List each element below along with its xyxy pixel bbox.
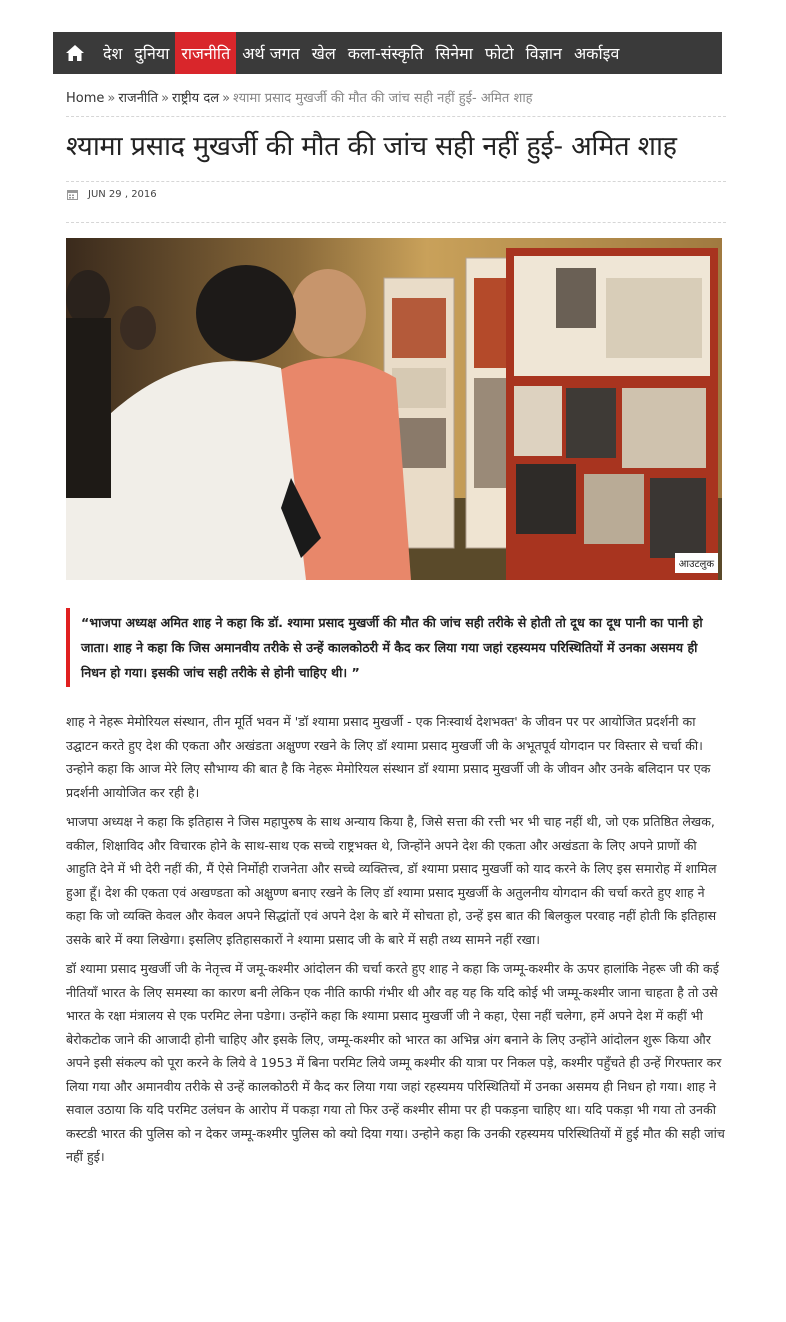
nav-item[interactable]: सिनेमा — [435, 44, 473, 63]
nav-item[interactable]: कला-संस्कृति — [347, 44, 424, 63]
article-paragraph: भाजपा अध्यक्ष ने कहा कि इतिहास ने जिस महापुरुष के साथ अन्याय किया है, जिसे सत्ता की रत्ती भर भी चाह नहीं थी, जो एक प्रतिष्ठित लेखक, वकील, शिक्षाविद और विचारक होने के साथ-साथ एक सच्चे राष्ट्रभक्त थे, जिन्होंने अपने देश की एकता और अखंडता के लिए अपने प्राणों की आहुति देने में भी देरी नहीं की, मैं ऐसे निर्मोही राजनेता और सच्चे व्यक्तित्त्व, डॉ श्यामा प्रसाद मुखर्जी को याद करने के लिए इस समारोह में शामिल हुआ हूँ। देश की एकता एवं अखण्डता को अक्षुण्ण बनाए रखने के लिए डॉ श्यामा प्रसाद मुखर्जी के अतुलनीय योगदान की चर्चा करते हुए शाह ने कहा कि जो व्यक्ति केवल और केवल अपने सिद्धांतों एवं अपने देश के बारे में सोचता हो, उन्हें इस बात की बिलकुल परवाह नहीं होती कि इतिहास उसके बारे में क्या लिखेगा। इसलिए इतिहासकारों ने श्यामा प्रसाद जी के बारे में सही तथ्य सामने नहीं रखा। — [66, 814, 717, 947]
divider — [66, 222, 726, 223]
breadcrumb-current: श्यामा प्रसाद मुखर्जी की मौत की जांच सही नहीं हुई- अमित शाह — [233, 91, 533, 106]
nav-items — [97, 32, 625, 74]
image-credit: आउटलुक — [675, 553, 718, 573]
exhibition-photo-illustration — [66, 238, 722, 580]
breadcrumb-subsection[interactable]: राष्ट्रीय दल — [172, 91, 220, 106]
breadcrumb-separator: » — [161, 91, 170, 106]
article-paragraph: डॉ श्यामा प्रसाद मुखर्जी जी के नेतृत्त्व में जमू-कश्मीर आंदोलन की चर्चा करते हुए शाह ने कहा कि जम्मू-कश्मीर के ऊपर हालांकि नेहरू जी की कई नीतियाँ भारत के लिए समस्या का कारण बनी लेकिन एक नीति काफी गंभीर थी और वह यह कि यदि कोई भी जम्मू-कश्मीर जाना चाहता है तो उसे भारत के रक्षा मंत्रालय से एक परमिट लेना पडेगा। उन्होंने कहा कि श्यामा प्रसाद मुखर्जी जी ने कहा, ऐसा नहीं चलेगा, हमें अपने देश में कहीं भी बेरोकटोक जाने की आजादी होनी चाहिए और इसके लिए, जम्मू-कश्मीर को भारत का अभिन्न अंग बनाने के लिए उन्होंने आंदोलन शुरू किया और अपने इसी संकल्प को पूरा करने के लिये वे 1953 में बिना परमिट लिये जम्मू कश्मीर की यात्रा पर निकल पड़े, कश्मीर पहुँचते ही उन्हें गिरफ्तार कर लिया गया और अमानवीय तरीके से उन्हें कालकोठरी में कैद कर लिया गया जहां रहस्यमय परिस्थितियों में उनका असमय ही निधन हो गया। शाह ने सवाल उठाया कि यदि परमिट उलंघन के आरोप में पकड़ा गया तो फिर उन्हें कश्मीर सीमा पर ही पकड़ना चाहिए था। यदि पकड़ा भी गया तो उनकी कस्टडी भारत की पुलिस को न देकर जम्मू-कश्मीर पुलिस को क्यो दिया गया। उन्होने कहा कि उनकी रहस्यमय परिस्थितियों में हुई मौत की सही जांच नहीं हुई। — [66, 961, 725, 1164]
home-link[interactable] — [53, 32, 97, 74]
breadcrumb-separator: » — [107, 91, 116, 106]
breadcrumb-section[interactable]: राजनीति — [118, 91, 159, 106]
article-body — [66, 710, 726, 1175]
article-date — [67, 189, 157, 200]
nav-item[interactable]: देश — [103, 44, 123, 63]
article-photo — [66, 238, 722, 580]
breadcrumb-home[interactable]: Home — [66, 91, 105, 106]
main-navbar — [53, 32, 722, 74]
nav-item[interactable]: फोटो — [484, 44, 514, 63]
divider — [66, 181, 726, 182]
divider — [66, 116, 726, 117]
home-icon — [65, 44, 85, 62]
article-quote: “भाजपा अध्यक्ष अमित शाह ने कहा कि डॉ. श्यामा प्रसाद मुखर्जी की मौत की जांच सही तरीके से होती तो दूध का दूध पानी का पानी हो जाता। शाह ने कहा कि जिस अमानवीय तरीके से उन्हें कालकोठरी में कैद कर लिया गया जहां रहस्यमय परिस्थितियों में उनका असमय ही निधन हो गया। इसकी जांच सही तरीके से होनी चाहिए थी। ” — [66, 608, 716, 687]
nav-item[interactable]: खेल — [311, 44, 336, 63]
breadcrumb-separator: » — [222, 91, 231, 106]
article-title: श्यामा प्रसाद मुखर्जी की मौत की जांच सही नहीं हुई- अमित शाह — [66, 131, 677, 162]
date-text: JUN 29 , 2016 — [88, 189, 157, 200]
breadcrumb — [66, 88, 722, 110]
article-paragraph: शाह ने नेहरू मेमोरियल संस्थान, तीन मूर्ति भवन में 'डॉ श्यामा प्रसाद मुखर्जी - एक निःस्वार्थ देशभक्त' के जीवन पर पर आयोजित प्रदर्शनी का उद्घाटन करते हुए देश की एकता और अखंडता अक्षुण्ण रखने के लिए डॉ श्यामा प्रसाद मुखर्जी जी के अभूतपूर्व योगदान पर विस्तार से चर्चा की। उन्होने कहा कि आज मेरे लिए सौभाग्य की बात है कि नेहरू मेमोरियल संस्थान डॉ श्यामा प्रसाद मुखर्जी जी के जीवन और उनके बलिदान पर एक प्रदर्शनी आयोजित कर रही है। — [66, 714, 711, 800]
nav-item[interactable]: विज्ञान — [525, 44, 562, 63]
nav-item[interactable]: अर्काइव — [573, 44, 620, 63]
nav-item[interactable]: राजनीति — [175, 32, 236, 74]
nav-item[interactable]: अर्थ जगत — [242, 44, 300, 63]
nav-item[interactable]: दुनिया — [134, 44, 170, 63]
calendar-icon — [67, 189, 78, 200]
